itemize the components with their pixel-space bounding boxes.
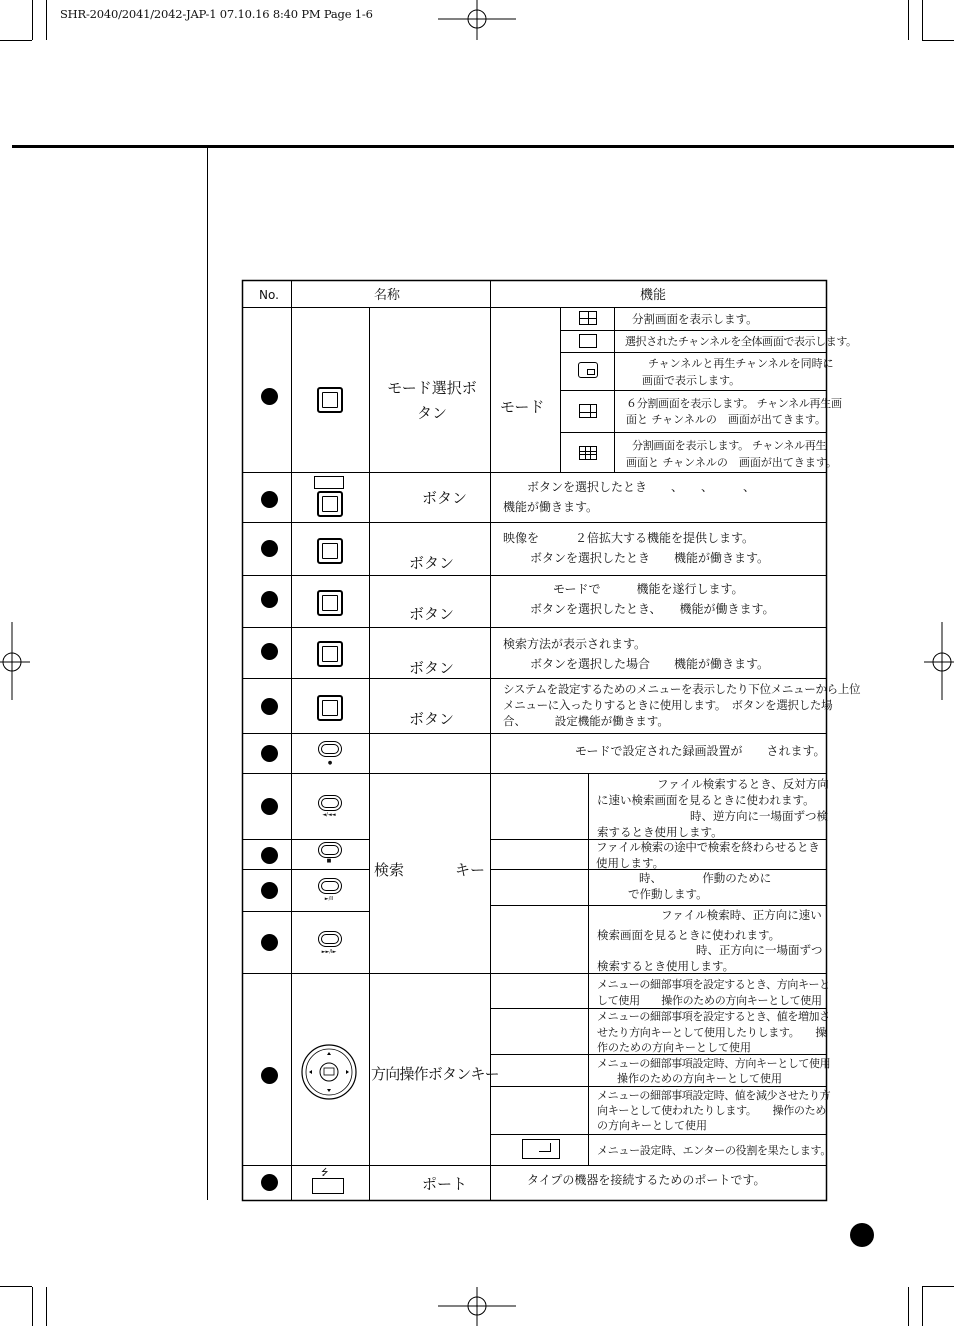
button-icon[interactable] bbox=[317, 538, 343, 564]
button-name: ボタン bbox=[409, 605, 455, 623]
button-name: ボタン bbox=[409, 659, 455, 677]
row-number-dot bbox=[261, 882, 278, 899]
header-no: No. bbox=[259, 288, 279, 302]
search-text: 使用します。 bbox=[596, 856, 665, 870]
row-number-dot bbox=[261, 1067, 278, 1084]
mode-item-text: 画面で表示します。 bbox=[642, 374, 741, 387]
function-text: 検索方法が表示されます。 bbox=[503, 637, 647, 651]
mode-select-label: モード選択ボタン bbox=[387, 379, 477, 422]
button-name: ボタン bbox=[422, 489, 468, 507]
mode-item-text: チャンネルと再生チャンネルを同時に bbox=[648, 357, 834, 370]
direction-text: メニュー設定時、エンターの役割を果たします。 bbox=[597, 1144, 832, 1157]
usb-port-icon bbox=[312, 1178, 344, 1194]
fast-forward-button-icon[interactable] bbox=[318, 931, 342, 947]
mode-item-text: 選択されたチャンネルを全体画面で表示します。 bbox=[625, 335, 857, 348]
layout-single-icon bbox=[579, 334, 597, 348]
layout-nine-icon bbox=[579, 446, 597, 460]
mode-item-text: 分割画面を表示します。 チャンネル再生 bbox=[632, 439, 827, 452]
layout-pip-icon bbox=[578, 362, 598, 378]
stop-symbol: ■ bbox=[326, 858, 332, 864]
row-number-dot bbox=[261, 388, 278, 405]
direction-text: の方向キーとして使用 bbox=[597, 1119, 707, 1132]
search-text: ファイル検索時、正方向に速い bbox=[661, 908, 822, 922]
function-text: 機能が働きます。 bbox=[503, 500, 599, 514]
page-marker-dot bbox=[850, 1223, 874, 1247]
fast-forward-symbol: ►►/I► bbox=[321, 949, 337, 955]
search-text: 時、 作動のために bbox=[639, 871, 772, 885]
row-number-dot bbox=[261, 540, 278, 557]
search-text: 索するとき使用します。 bbox=[597, 825, 723, 839]
function-text: ボタンを選択したとき 、 、 、 bbox=[527, 480, 756, 494]
button-name: ボタン bbox=[409, 554, 455, 572]
direction-key-label: 方向操作ボタンキー bbox=[371, 1065, 499, 1083]
mode-item-text: ６分割画面を表示します。 チャンネル再生画 bbox=[626, 397, 842, 410]
search-text: ファイル検索するとき、反対方向 bbox=[657, 777, 829, 791]
direction-text: メニューの細部事項設定時、方向キーとして使用 bbox=[597, 1057, 831, 1070]
search-text: 検索するとき使用します。 bbox=[597, 959, 735, 973]
port-text: タイプの機器を接続するためのポートです。 bbox=[527, 1173, 766, 1187]
enter-key-icon[interactable] bbox=[522, 1139, 560, 1159]
row-number-dot bbox=[261, 591, 278, 608]
rewind-button-icon[interactable] bbox=[318, 795, 342, 811]
row-number-dot bbox=[261, 934, 278, 951]
row-number-dot bbox=[261, 643, 278, 660]
layout-quad-icon bbox=[579, 311, 597, 325]
mode-item-text: 分割画面を表示します。 bbox=[632, 312, 758, 326]
function-text: 合、 設定機能が働きます。 bbox=[503, 714, 669, 728]
mode-item-text: 面と チャンネルの 画面が出てきます。 bbox=[626, 413, 826, 426]
button-icon[interactable] bbox=[317, 491, 343, 517]
button-name: ボタン bbox=[409, 710, 455, 728]
function-text: 映像を ２倍拡大する機能を提供します。 bbox=[503, 531, 755, 545]
layout-six-icon bbox=[579, 404, 597, 418]
function-text: システムを設定するためのメニューを表示したり下位メニューから上位 bbox=[503, 682, 861, 696]
search-text: に速い検索画面を見るときに使われます。 bbox=[597, 793, 815, 807]
direction-text: メニューの細部事項設定時、値を減少させたり方 bbox=[597, 1089, 831, 1102]
function-text: ボタンを選択した場合 機能が働きます。 bbox=[530, 657, 770, 671]
function-text: モードで設定された録画設置が されます。 bbox=[575, 744, 826, 758]
function-text: モードで 機能を遂行します。 bbox=[553, 582, 744, 596]
direction-text: せたり方向キーとして使用したりします。 操 bbox=[597, 1026, 827, 1039]
direction-text: して使用 操作のための方向キーとして使用 bbox=[597, 994, 822, 1007]
usb-symbol-icon: ⭍ bbox=[321, 1168, 329, 1178]
button-icon[interactable] bbox=[317, 590, 343, 616]
row-number-dot bbox=[261, 698, 278, 715]
direction-pad-icon[interactable] bbox=[300, 1043, 358, 1101]
play-pause-symbol: ►/II bbox=[324, 896, 334, 902]
search-text: 時、正方向に一場面ずつ bbox=[696, 943, 823, 957]
port-name: ポート bbox=[422, 1175, 468, 1193]
search-text: 時、逆方向に一場面ずつ検 bbox=[690, 809, 828, 823]
row-number-dot bbox=[261, 798, 278, 815]
row-number-dot bbox=[261, 745, 278, 762]
search-text: で作動します。 bbox=[628, 887, 708, 901]
direction-text: 作のための方向キーとして使用 bbox=[597, 1041, 751, 1054]
mode-item-text: 画面と チャンネルの 画面が出てきます。 bbox=[626, 456, 837, 469]
row-number-dot bbox=[261, 847, 278, 864]
page-header: SHR-2040/2041/2042-JAP-1 07.10.16 8:40 PM Page 1-6 bbox=[60, 7, 373, 21]
rewind-symbol: ◄/◄◄ bbox=[322, 812, 336, 818]
button-icon[interactable] bbox=[317, 641, 343, 667]
direction-text: 操作のための方向キーとして使用 bbox=[617, 1072, 782, 1085]
stop-button-icon[interactable] bbox=[318, 842, 342, 858]
search-text: ファイル検索の途中で検索を終わらせるとき bbox=[596, 840, 820, 854]
direction-text: 向キーとして使われたりします。 操作のため bbox=[597, 1104, 827, 1117]
search-text: 検索画面を見るときに使われます。 bbox=[597, 928, 781, 942]
search-key-label-2: キー bbox=[455, 861, 486, 879]
function-text: メニューに入ったりするときに使用します。 ボタンを選択した場 bbox=[503, 698, 833, 712]
record-symbol: ● bbox=[327, 760, 333, 766]
function-text: ボタンを選択したとき 機能が働きます。 bbox=[530, 551, 770, 565]
header-name: 名称 bbox=[374, 288, 401, 303]
button-label-box bbox=[314, 476, 344, 489]
button-icon[interactable] bbox=[317, 695, 343, 721]
row-number-dot bbox=[261, 1174, 278, 1191]
header-function: 機能 bbox=[640, 288, 667, 303]
play-pause-button-icon[interactable] bbox=[318, 878, 342, 894]
search-key-label: 検索 bbox=[374, 861, 405, 879]
function-text: ボタンを選択したとき、 機能が働きます。 bbox=[530, 602, 775, 616]
direction-text: メニューの細部事項を設定するとき、値を増加さ bbox=[597, 1010, 830, 1023]
mode-sub-label: モード bbox=[500, 398, 545, 416]
mode-button-icon[interactable] bbox=[317, 387, 343, 413]
row-number-dot bbox=[261, 491, 278, 508]
record-button-icon[interactable] bbox=[318, 741, 342, 757]
direction-text: メニューの細部事項を設定するとき、方向キーと bbox=[597, 978, 830, 991]
